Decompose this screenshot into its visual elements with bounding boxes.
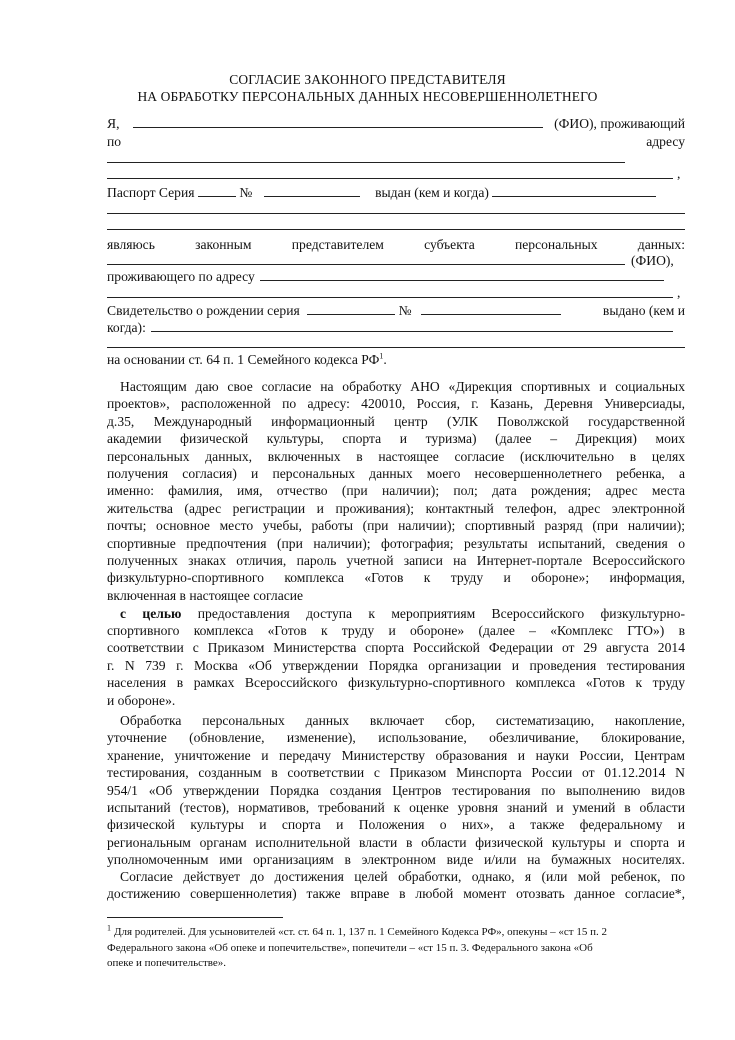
label-fio-comma: (ФИО),: [631, 253, 674, 268]
form-line-po-address: [107, 133, 685, 150]
rep-word-3: представителем: [291, 237, 384, 252]
footnote-line: Федерального закона «Об опеке и попечительстве», попечители – «ст 15 п. 3. Федерального закона «Об: [107, 941, 593, 954]
processing-line: уточнение (обновление, изменение), использование, обезличивание, блокирование,: [107, 730, 685, 746]
processing-line: испытаний (тестов), нормативов, требований к оценке уровня знаний и умений в области: [107, 800, 685, 815]
address-field-2[interactable]: [107, 178, 673, 179]
label-birth-cert: Свидетельство о рождении серия: [107, 303, 300, 318]
processing-line: физической культуры и спорта и Положения о них», а также федеральному и: [107, 817, 685, 833]
fio-field[interactable]: [133, 115, 543, 128]
consent-line: Настоящим даю свое согласие на обработку АНО «Дирекция спортивных и социальных: [120, 379, 685, 394]
form-line-name: [107, 115, 685, 132]
passport-number-field[interactable]: [264, 184, 360, 197]
rep-word-6: данных:: [637, 237, 685, 252]
child-fio-field[interactable]: [107, 264, 625, 265]
processing-line: тестирования, созданным в соответствии с Приказом Минспорта России от 01.12.2014 N: [107, 765, 685, 781]
purpose-line: и обороне».: [107, 692, 176, 708]
label-birth-number: №: [398, 303, 412, 318]
footnote-number: 1: [107, 923, 111, 933]
label-issued-by: выдан (кем и когда): [375, 185, 489, 200]
basis-period: .: [383, 352, 387, 367]
processing-line: 954/1 «Об утверждении Порядка создания Центров тестирования по выполнению видов: [107, 782, 685, 798]
passport-series-field[interactable]: [198, 184, 236, 197]
consent-line: включенная в настоящее согласие: [107, 587, 304, 603]
rep-word-2: законным: [195, 237, 252, 252]
purpose-line: спортивного комплекса «Готов к труду и обороне» (далее – «Комплекс ГТО») в: [107, 623, 685, 638]
form-line-birth-cert: [107, 302, 685, 319]
label-fio-living: (ФИО), проживающий: [554, 116, 685, 131]
purpose-first-text: предоставления доступа к мероприятиям Всероссийского физкультурно-: [197, 606, 685, 621]
consent-line: физкультурно-спортивного комплекса «Готов к труду и обороне»; информация,: [107, 570, 685, 586]
purpose-bold: с целью: [120, 606, 182, 621]
address-comma: ,: [677, 166, 681, 181]
purpose-first-line: [120, 605, 685, 622]
address-field-1[interactable]: [107, 162, 625, 163]
footnote-line: [107, 925, 685, 940]
purpose-line: г. N 739 г. Москва «Об утверждении Порядка организации и проведения тестирования: [107, 657, 685, 673]
passport-issued-field[interactable]: [492, 184, 656, 197]
child-address-field[interactable]: [260, 268, 664, 281]
birth-cert-issued-field-2[interactable]: [107, 347, 685, 348]
consent-line: получения согласия) и персональных данных моего несовершеннолетнего ребенка, а: [107, 466, 685, 481]
label-address: адресу: [646, 134, 685, 149]
processing-line: Обработка персональных данных включает сбор, систематизацию, накопление,: [120, 713, 685, 728]
child-address-comma: ,: [677, 285, 681, 300]
consent-line: академии физической культуры, спорта и туризма) (далее – Дирекция) моих: [107, 431, 685, 447]
processing-line: уполномоченным ими организациям в электронном виде и/или на бумажных носителях.: [107, 852, 685, 868]
consent-line: именно: фамилия, имя, отчество (при наличии); пол; дата рождения; адрес места: [107, 483, 685, 499]
consent-line: жительства (адрес регистрации и проживания); контактный телефон, адрес электронной: [107, 500, 685, 516]
passport-issued-field-2[interactable]: [107, 213, 685, 214]
basis-text: на основании ст. 64 п. 1 Семейного кодекса РФ: [107, 352, 380, 367]
consent-line: почты; основное место учебы, работы (при наличии); спортивный разряд (при наличии);: [107, 518, 685, 534]
child-address-field-2[interactable]: [107, 297, 673, 298]
document-title-line-2: НА ОБРАБОТКУ ПЕРСОНАЛЬНЫХ ДАННЫХ НЕСОВЕРШЕННОЛЕТНЕГО: [137, 89, 598, 104]
rep-word-1: являюсь: [107, 237, 155, 252]
purpose-line: населения в рамках Всероссийского физкультурно-спортивного комплекса «Готов к труду: [107, 675, 685, 691]
validity-line: достижению совершеннолетия) также вправе в любой момент отозвать данное согласие*,: [107, 886, 685, 902]
consent-line: спортивные предпочтения (при наличии); фотография; результаты испытаний, сведения о: [107, 535, 685, 551]
form-line-child-address: [107, 268, 685, 285]
form-line-issued-when: [107, 319, 685, 336]
footnote-separator: [107, 917, 283, 918]
passport-issued-field-3[interactable]: [107, 229, 685, 230]
birth-cert-issued-field[interactable]: [151, 319, 673, 332]
consent-line: д.35, Международный информационный центр (УЛК Поволжской государственной: [107, 413, 685, 429]
form-line-passport: [107, 184, 685, 201]
label-issued-prefix: выдано (кем и: [602, 303, 685, 318]
validity-line: Согласие действует до достижения целей обработки, однако, я (или мой ребенок, по: [120, 869, 685, 884]
birth-cert-series-field[interactable]: [307, 302, 395, 315]
document-title-line-1: СОГЛАСИЕ ЗАКОННОГО ПРЕДСТАВИТЕЛЯ: [229, 72, 506, 87]
rep-word-4: субъекта: [424, 237, 475, 252]
label-po: по: [107, 134, 122, 149]
footnote-text: Для родителей. Для усыновителей «ст. ст. 64 п. 1, 137 п. 1 Семейного Кодекса РФ», опекуны – «ст 15 п. 2: [114, 926, 607, 938]
rep-word-5: персональных: [515, 237, 598, 252]
label-ya: Я,: [107, 116, 120, 131]
footnote-line: опеке и попечительстве».: [107, 957, 227, 969]
purpose-line: соответствии с Приказом Министерства спорта Российской Федерации от 29 августа 2014: [107, 640, 685, 656]
birth-cert-number-field[interactable]: [421, 302, 561, 315]
label-living-at: проживающего по адресу: [107, 269, 255, 284]
basis-footnote-ref: 1: [379, 351, 384, 361]
consent-line: проектов», расположенной по адресу: 420010, Россия, г. Казань, Деревня Универсиады,: [107, 396, 685, 412]
label-issued-when: когда):: [107, 320, 146, 335]
processing-line: хранение, уничтожение и передачу Министерству образования и науки России, Центрам: [107, 747, 685, 763]
processing-line: региональным органам исполнительной власти в области физической культуры и спорта и: [107, 834, 685, 850]
basis-line: [107, 351, 685, 368]
consent-line: полученных знаках отличия, пароль учетной записи на Интернет-портале Всероссийского: [107, 553, 685, 568]
label-passport-series: Паспорт Серия: [107, 185, 195, 200]
consent-line: персональных данных, включенных в настоящее согласие (исключительно в целях: [107, 448, 685, 464]
label-number: №: [239, 185, 253, 200]
form-line-representative: [107, 236, 685, 253]
